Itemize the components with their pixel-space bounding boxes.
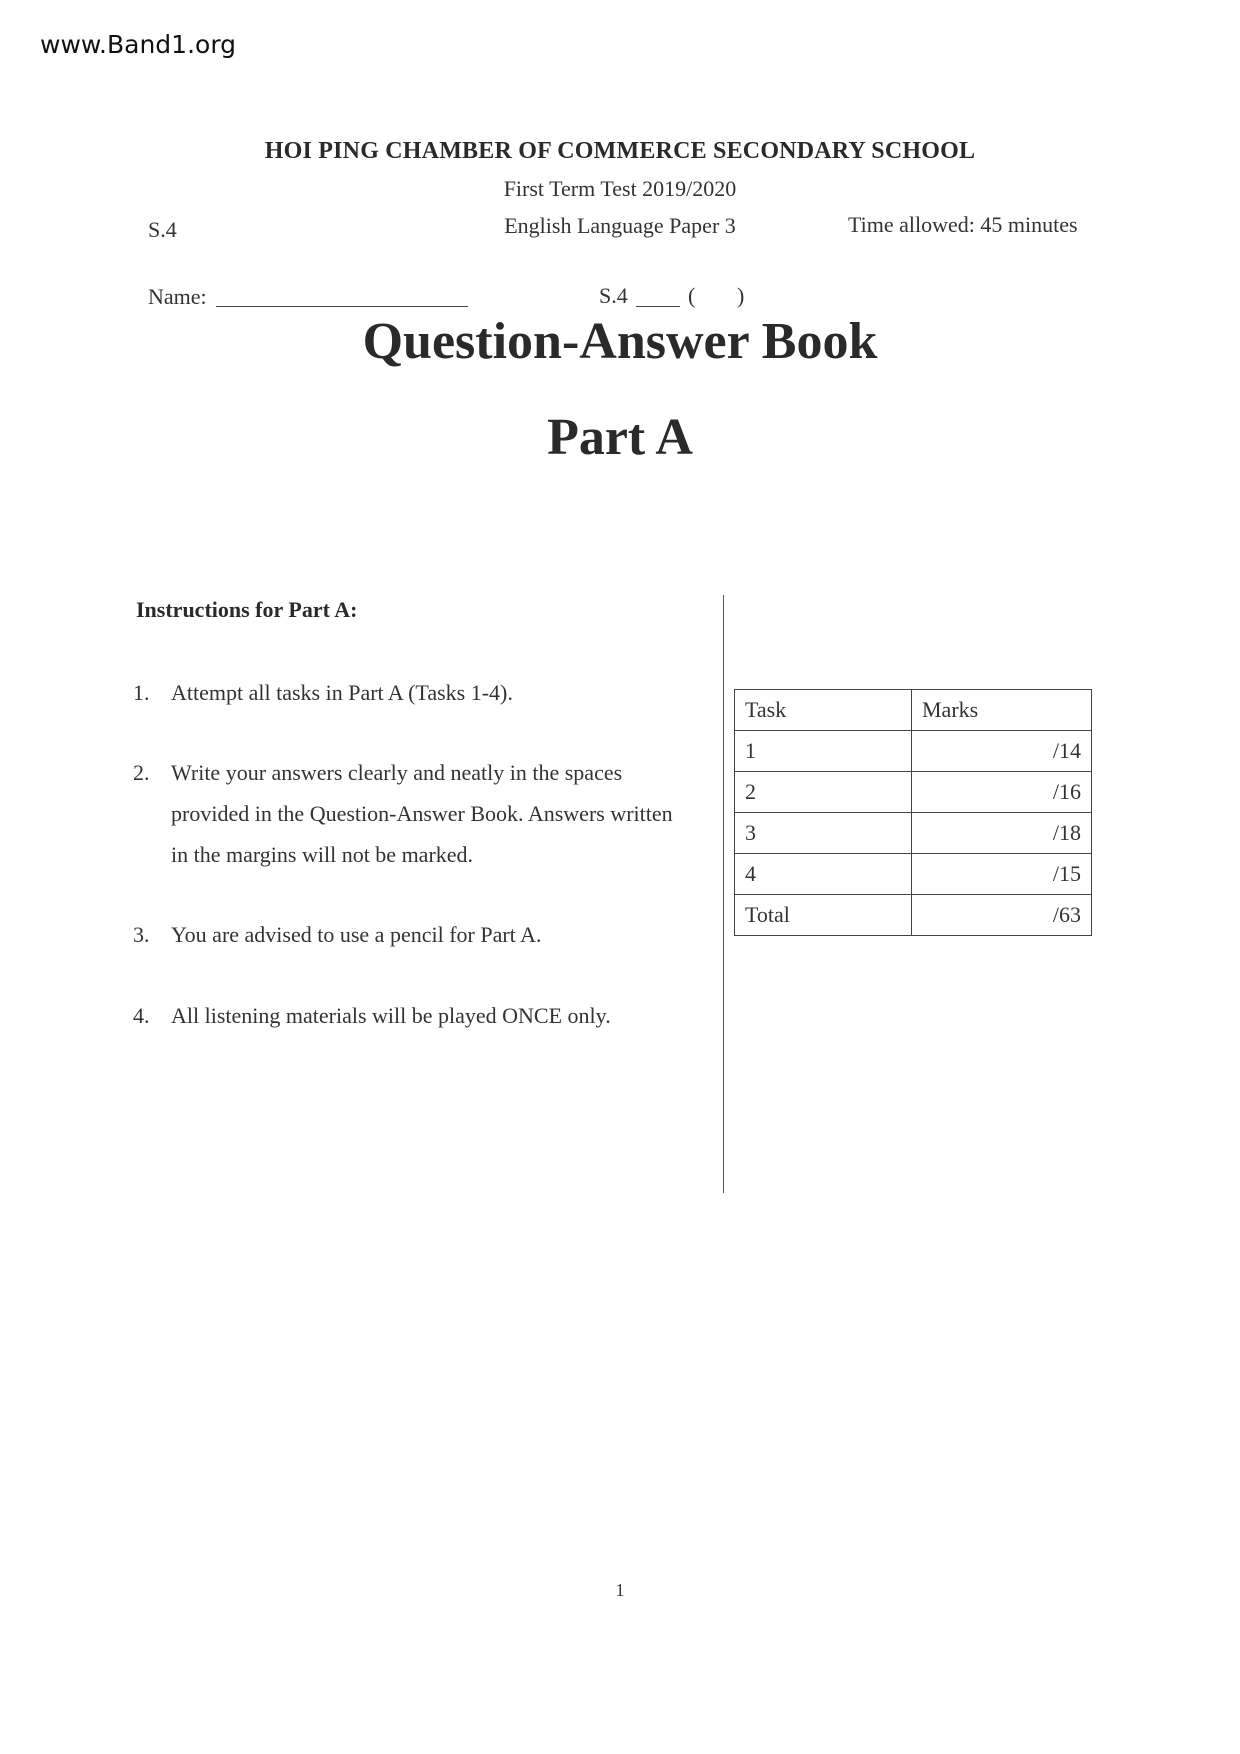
table-row-total	[735, 895, 1092, 936]
instruction-item	[133, 672, 513, 713]
table-row	[735, 772, 1092, 813]
task-cell: 4	[735, 854, 912, 895]
time-allowed: Time allowed: 45 minutes	[848, 212, 1078, 237]
school-name: HOI PING CHAMBER OF COMMERCE SECONDARY SCHOOL	[264, 138, 976, 164]
marks-cell: /18	[912, 813, 1092, 854]
instruction-number: 1.	[133, 680, 150, 705]
class-label: S.4	[599, 283, 628, 308]
instruction-item	[133, 995, 611, 1036]
task-cell: 1	[735, 731, 912, 772]
book-title: Question-Answer Book	[362, 313, 878, 370]
instruction-number: 3.	[133, 922, 150, 947]
task-cell: Total	[735, 895, 912, 936]
instructions-heading: Instructions for Part A:	[136, 597, 358, 622]
instruction-number: 2.	[133, 760, 150, 785]
test-term: First Term Test 2019/2020	[503, 176, 737, 201]
marks-cell: /14	[912, 731, 1092, 772]
marks-cell: /16	[912, 772, 1092, 813]
marks-table	[734, 689, 1092, 936]
instruction-number: 4.	[133, 1003, 150, 1028]
marks-cell: /63	[912, 895, 1092, 936]
watermark-url: www.Band1.org	[40, 30, 237, 59]
table-row	[735, 813, 1092, 854]
instruction-text: All listening materials will be played ONCE only.	[171, 1003, 611, 1028]
table-row	[735, 854, 1092, 895]
name-blank-line	[216, 306, 468, 307]
instruction-item	[133, 914, 541, 955]
form-level: S.4	[148, 217, 177, 242]
part-title: Part A	[547, 409, 693, 466]
class-number-open-paren: (	[688, 283, 696, 308]
column-divider	[723, 595, 724, 1193]
marks-table-header-row	[735, 690, 1092, 731]
marks-cell: /15	[912, 854, 1092, 895]
instruction-text: Write your answers clearly and neatly in the spaces provided in the Question-Answer Book. Answers written in the margins will not be marked.	[171, 760, 673, 867]
table-row	[735, 731, 1092, 772]
page-number: 1	[615, 1580, 625, 1600]
task-column-header: Task	[735, 690, 912, 731]
class-number-close-paren: )	[737, 283, 745, 308]
paper-title: English Language Paper 3	[504, 213, 736, 238]
class-blank-line	[636, 306, 680, 307]
name-label: Name:	[148, 284, 207, 309]
task-cell: 3	[735, 813, 912, 854]
instruction-item	[133, 752, 693, 875]
marks-column-header: Marks	[912, 690, 1092, 731]
task-cell: 2	[735, 772, 912, 813]
instruction-text: You are advised to use a pencil for Part A.	[171, 922, 542, 947]
instruction-text: Attempt all tasks in Part A (Tasks 1-4).	[171, 680, 513, 705]
